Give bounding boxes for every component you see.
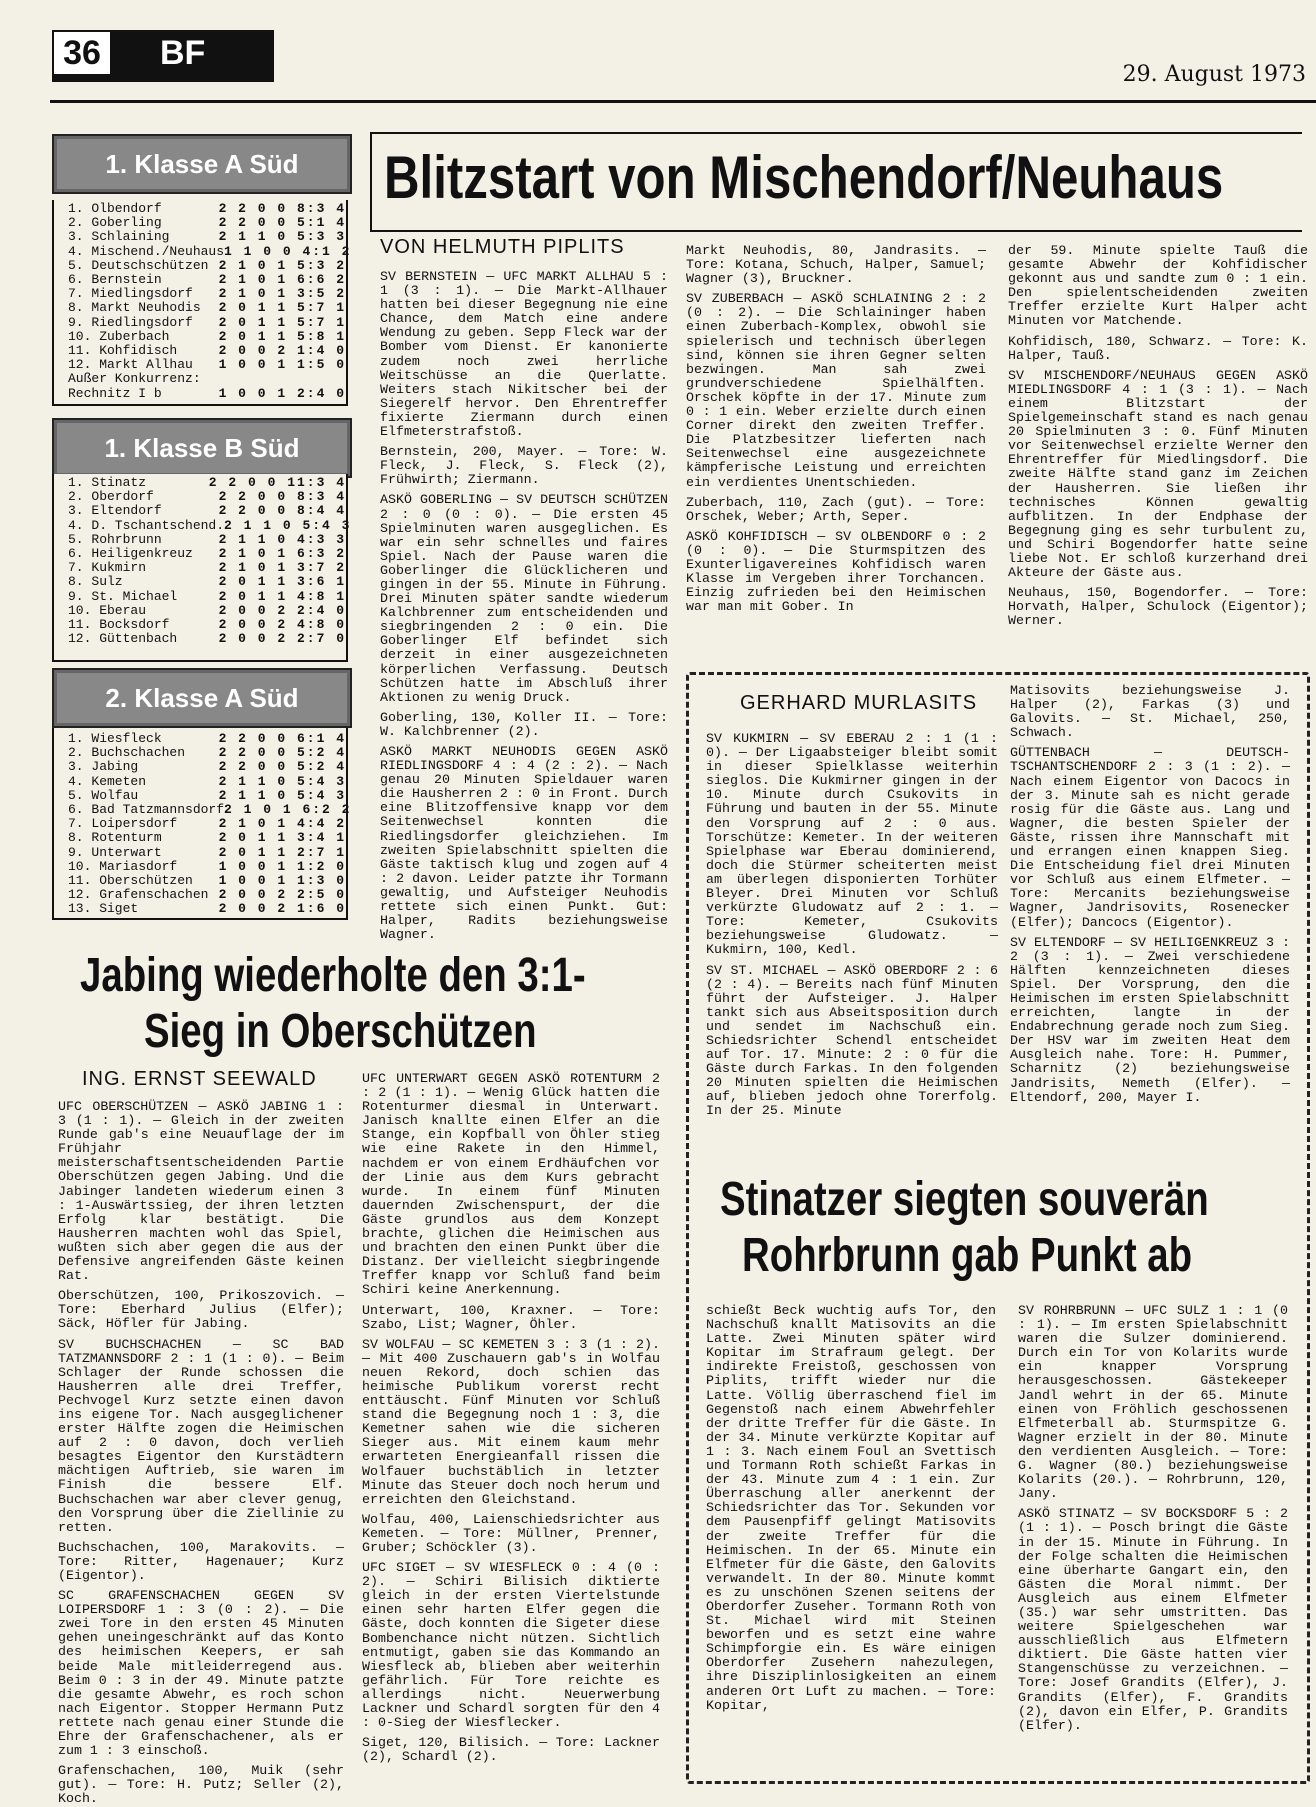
paragraph: Zuberbach, 110, Zach (gut). — Tore: Orschek, Weber; Arth, Seper. [686, 494, 986, 524]
team-name: 9. St. Michael [68, 588, 178, 604]
paragraph: der 59. Minute spielte Tauß die gesamte Abwehr der Kohfidischer gekonnt aus und sandte zum 0 : 1 ein. Den spielentscheidenden zweiten Treffer erzielte Kurt Halper acht Minuten vor Matchende. [1008, 243, 1308, 329]
team-name: 11. Oberschützen [68, 873, 193, 889]
headline-jabing-line1: Jabing wiederholte den 3:1- [80, 949, 586, 1002]
article-blitzstart-col1 [380, 270, 668, 960]
section-label: BF [160, 34, 206, 72]
header-rule [50, 100, 1316, 103]
team-record: 2 1 0 1 6:2 2 [224, 802, 352, 818]
team-record: 2 1 0 1 5:3 2 [218, 257, 346, 273]
table-row [68, 802, 352, 818]
table-title-1a-sued: 1. Klasse A Süd [52, 134, 352, 194]
table-row [68, 590, 346, 604]
team-name: 12. Markt Allhau [68, 357, 193, 373]
team-record: 2 0 0 2 2:7 0 [218, 631, 346, 647]
team-record: 2 2 0 0 8:3 4 [218, 201, 346, 216]
team-record: 2 0 0 2 1:4 0 [218, 343, 346, 359]
table-row [68, 330, 346, 344]
paragraph: ASKÖ GOBERLING — SV DEUTSCH SCHÜTZEN 2 : 0 (0 : 0). — Die ersten 45 Spielminuten waren ausgeglichen. Es war ein sehr schnelles und faires Spiel. Nach der Pause waren die Goberlinger die Glücklicheren und gingen in der 55. Minute in Führung. Drei Minuten später sandte wiederum Kalchbrenner zum entscheidenden und siegbringenden 2 : 0 ein. Die Goberlinger Elf befindet sich derzeit in einer ausgezeichneten körperlichen Verfassung. Deutsch Schützen hatte im Abschluß ihrer Aktionen zu wenig Druck. [380, 492, 668, 705]
paragraph: ASKÖ KOHFIDISCH — SV OLBENDORF 0 : 2 (0 : 0). — Die Sturmspitzen des Exunterligavereines Kohfidisch waren Klasse im Vergeben ihrer Torchancen. Einzig zufrieden bei den Heimischen war man mit Gober. In [686, 528, 986, 615]
team-name: 4. Mischend./Neuhaus [68, 243, 225, 259]
team-record: 2 1 1 0 5:4 3 [218, 787, 346, 803]
paragraph: Grafenschachen, 100, Muik (sehr gut). — Tore: H. Putz; Seller (2), Koch. [58, 1763, 344, 1807]
paragraph: Kohfidisch, 180, Schwarz. — Tore: K. Halper, Tauß. [1008, 333, 1308, 363]
team-record: 2 2 0 0 5:2 4 [218, 745, 346, 761]
article-murlasits-col2 [1010, 684, 1290, 1160]
paragraph: Siget, 120, Bilisich. — Tore: Lackner (2), Schardl (2). [362, 1735, 660, 1765]
table-row [68, 902, 346, 916]
team-record: 1 0 0 1 1:5 0 [218, 357, 346, 373]
article-stinatz-col1 [706, 1304, 996, 1768]
table-row [68, 760, 346, 774]
standings-table-2a-sued [52, 728, 352, 920]
team-record: 2 1 0 1 3:7 2 [218, 560, 346, 576]
team-name: 4. Kemeten [68, 773, 147, 789]
team-name: 1. Stinatz [68, 475, 147, 490]
table-row [68, 344, 346, 358]
paragraph: SV KUKMIRN — SV EBERAU 2 : 1 (1 : 0). — Der Ligaabsteiger bleibt somit in dieser Spielklasse weiterhin sieglos. Die Kukmirner gingen in der 10. Minute durch Csukovits in Führung und bauten in der 55. Minute den Vorsprung auf 2 : 0 aus. Torschütze: Kemeter. In der weiteren Spielphase war Eberau dominierend, doch die Stürmer scheiterten meist am überlegen disponierten Torhüter Bleyer. Drei Minuten vor Schluß verkürzte Gludowatz auf 2 : 1. — Tore: Kemeter, Csukovits beziehungsweise Gludowatz. — Kukmirn, 100, Kedl. [706, 731, 998, 958]
team-name: 12. Grafenschachen [68, 887, 209, 903]
team-record: 1 0 0 1 2:4 0 [218, 385, 346, 401]
paragraph: Buchschachen, 100, Marakovits. — Tore: Ritter, Hagenauer; Kurz (Eigentor). [58, 1539, 344, 1583]
table-row [68, 358, 346, 372]
team-name: 2. Goberling [68, 215, 162, 231]
issue-date: 29. August 1973 [1122, 62, 1306, 87]
paragraph: UFC SIGET — SV WIESFLECK 0 : 4 (0 : 2). — Schiri Bilisich diktierte gleich in der ersten Viertelstunde einen sehr harten Elfer gegen die Gäste, doch konnten die Sigeter diese Bombenchance nicht nützen. Sichtlich entmutigt, gaben sie das Kommando an Wiesfleck ab, blieben aber weiterhin gefährlich. Für Tore reichte es allerdings nicht. Neuerwerbung Lackner und Schardl sorgten für den 4 : 0-Sieg der Wiesflecker. [362, 1560, 660, 1731]
table-row [68, 259, 346, 273]
table-row [68, 846, 346, 860]
team-name: 5. Deutschschützen [68, 257, 209, 273]
table-row [68, 490, 346, 504]
team-name: 2. Oberdorf [68, 489, 154, 505]
page-number: 36 [54, 32, 110, 74]
table-row [68, 888, 346, 902]
table-row [68, 831, 346, 845]
paragraph: SV BUCHSCHACHEN — SC BAD TATZMANNSDORF 2 : 1 (1 : 0). — Beim Schlager der Runde schossen die Hausherren alle drei Treffer, Pechvogel Kurz setzte einen davon ins eigene Tor. Nach ausgeglichener erster Hälfte zogen die Heimischen auf 2 : 0 davon, doch verlieh besagtes Eigentor den Kurstädtern mächtigen Auftrieb, sie waren im Finish die bessere Elf. Buchschachen war aber clever genug, den Vorsprung über die Ziellinie zu retten. [58, 1336, 344, 1535]
team-record: 2 1 1 0 4:3 3 [218, 531, 346, 547]
table-row [68, 216, 346, 230]
team-record: 2 0 0 2 2:4 0 [218, 602, 346, 618]
table-row [68, 372, 346, 386]
paragraph: SV ELTENDORF — SV HEILIGENKREUZ 3 : 2 (3 : 1). — Zwei verschiedene Hälften kennzeichneten dieses Spiel. Der Vorsprung, den die Heimischen im ersten Spielabschnitt erreichten, langte in der Endabrechnung gerade noch zum Sieg. Der HSV war im zweiten Heat dem Ausgleich nahe. Tore: H. Pummer, Scharnitz (2) beziehungsweise Jandrisits, Nemeth (Elfer). — Eltendorf, 200, Mayer I. [1010, 934, 1290, 1105]
team-name: 8. Sulz [68, 574, 123, 590]
team-name: 7. Kukmirn [68, 560, 147, 576]
table-row [68, 604, 346, 618]
team-record: 1 1 0 0 4:1 2 [224, 243, 352, 259]
table-row [68, 575, 346, 589]
team-name: 10. Eberau [68, 602, 147, 618]
team-record: 2 2 0 0 8:4 4 [218, 503, 346, 519]
paragraph: UFC OBERSCHÜTZEN — ASKÖ JABING 1 : 3 (1 : 1). — Gleich in der zweiten Runde gab's eine Neuauflage der im Frühjahr meisterschaftsentscheidenden Partie Oberschützen gegen Jabing. Und die Jabinger landeten wiederum einen 3 : 1-Auswärtssieg, der ihren letzten Erfolg klar bestätigt. Die Hausherren machten wohl das Spiel, wußten sich aber gegen die aus der Defensive angreifenden Gäste keinen Rat. [58, 1099, 344, 1284]
standings-table-1b-sued [52, 474, 352, 662]
headline-stinatz-line1: Stinatzer siegten souverän [720, 1173, 1209, 1226]
team-name: 5. Wolfau [68, 787, 139, 803]
table-row [68, 243, 352, 259]
team-name: 6. Heiligenkreuz [68, 546, 193, 562]
team-name: 9. Riedlingsdorf [68, 314, 193, 330]
table-row [68, 775, 346, 789]
byline-murlasits: GERHARD MURLASITS [740, 692, 978, 714]
table-row [68, 618, 346, 632]
team-name: 7. Loipersdorf [68, 816, 178, 832]
team-record: 2 2 0 0 8:3 4 [218, 489, 346, 505]
standings-table-1a-sued [52, 200, 352, 406]
byline-piplits: VON HELMUTH PIPLITS [380, 236, 625, 258]
team-record: 2 2 0 0 11:3 4 [208, 475, 346, 490]
team-name: 4. D. Tschantschend. [68, 517, 225, 533]
table-row [68, 287, 346, 301]
team-name: 8. Markt Neuhodis [68, 300, 201, 316]
team-record: 2 0 1 1 2:7 1 [218, 844, 346, 860]
table-row [68, 746, 346, 760]
table-row [68, 517, 352, 533]
paragraph: SC GRAFENSCHACHEN GEGEN SV LOIPERSDORF 1 : 3 (0 : 2). — Die zwei Tore in den ersten 45 Minuten gehen uneingeschränkt auf das Konto des heimischen Keepers, er sah beide Male mitleiderregend aus. Beim 0 : 3 in der 49. Minute patzte die gesamte Abwehr, es roch schon nach Eigentor. Stopper Hermann Putz rettete nach genau einer Stunde die Ehre der Grafenschachener, als er zum 1 : 3 einschoß. [58, 1588, 344, 1759]
team-name: 11. Bocksdorf [68, 617, 170, 633]
team-name: 3. Schlaining [68, 229, 170, 245]
headline-blitzstart: Blitzstart von Mischendorf/Neuhaus [384, 144, 1224, 211]
team-name: 3. Jabing [68, 759, 139, 775]
team-name: 5. Rohrbrunn [68, 531, 162, 547]
table-title-2a-sued: 2. Klasse A Süd [52, 668, 352, 728]
table-row [68, 533, 346, 547]
team-name: 13. Siget [68, 901, 139, 917]
paragraph: Matisovits beziehungsweise J. Halper (2), Farkas (3) und Galovits. — St. Michael, 250, Schwach. [1010, 683, 1290, 741]
article-jabing-col1 [58, 1099, 344, 1807]
paragraph: ASKÖ MARKT NEUHODIS GEGEN ASKÖ RIEDLINGSDORF 4 : 4 (2 : 2). — Nach genau 20 Minuten Spieldauer waren die Hausherren 2 : 0 in Front. Durch eine Blitzoffensive knapp vor dem Seitenwechsel konnten die Riedlingsdorfer gleichziehen. Im zweiten Spielabschnitt spielten die Gäste taktisch klug und zogen auf 4 : 2 davon. Leider patzte ihr Tormann gewaltig, und Aufsteiger Neuhodis rettete sich einen Punkt. Gut: Halper, Radits beziehungsweise Wagner. [380, 744, 668, 943]
table-row [68, 476, 346, 490]
team-name: 2. Buchschachen [68, 745, 186, 761]
team-name: 11. Kohfidisch [68, 343, 178, 359]
paragraph: Oberschützen, 100, Prikoszovich. — Tore: Eberhard Julius (Elfer); Säck, Höfler für Jabing. [58, 1288, 344, 1332]
paragraph: Goberling, 130, Koller II. — Tore: W. Kalchbrenner (2). [380, 709, 668, 739]
table-row [68, 273, 346, 287]
headline-jabing-line2: Sieg in Oberschützen [144, 1005, 537, 1058]
team-record: 2 0 1 1 5:8 1 [218, 328, 346, 344]
paragraph: Unterwart, 100, Kraxner. — Tore: Szabo, List; Wagner, Öhler. [362, 1302, 660, 1332]
table-row [68, 316, 346, 330]
team-name: 6. Bernstein [68, 272, 162, 288]
team-name: 1. Wiesfleck [68, 731, 162, 746]
paragraph: Wolfau, 400, Laienschiedsrichter aus Kemeten. — Tore: Müllner, Prenner, Gruber; Schöckler (3). [362, 1511, 660, 1555]
paragraph: SV BERNSTEIN — UFC MARKT ALLHAU 5 : 1 (3 : 1). — Die Markt-Allhauer hatten bei dieser Begegnung nie eine Chance, dem Match eine andere Wendung zu geben. Sepp Fleck war der Bomber vom Dienst. Er kanonierte zudem noch zwei herrliche Weitschüsse an die Querlatte. Weiters stach Nikitscher bei der Siegerelf hervor. Den Ehrentreffer fixierte Ziermann durch einen Elfmeterstrafstoß. [380, 269, 668, 440]
article-stinatz-col2 [1018, 1304, 1288, 1768]
table-row [68, 547, 346, 561]
team-name: 10. Zuberbach [68, 328, 170, 344]
team-record: 2 2 0 0 6:1 4 [218, 731, 346, 746]
team-record: 2 1 0 1 6:3 2 [218, 546, 346, 562]
byline-seewald: ING. ERNST SEEWALD [82, 1068, 317, 1090]
table-title-1b-sued: 1. Klasse B Süd [52, 418, 352, 478]
team-record: 2 0 1 1 4:8 1 [218, 588, 346, 604]
team-name: 6. Bad Tatzmannsdorf [68, 802, 225, 818]
paragraph: Neuhaus, 150, Bogendorfer. — Tore: Horvath, Halper, Schulock (Eigentor); Werner. [1008, 585, 1308, 629]
team-record: 2 1 1 0 5:4 3 [218, 773, 346, 789]
team-record: 2 0 1 1 3:6 1 [218, 574, 346, 590]
article-jabing-col2 [362, 1072, 660, 1772]
team-record: 2 1 1 0 5:3 3 [218, 229, 346, 245]
paragraph: GÜTTENBACH — DEUTSCH-TSCHANTSCHENDORF 2 : 3 (1 : 2). — Nach einem Eigentor von Dacocs in der 3. Minute sah es nicht gerade rosig für die Gäste aus. Lang und Wagner, die besten Spieler der Gäste, rissen ihre Mannschaft mit und errangen einen knappen Sieg. Die Entscheidung fiel drei Minuten vor Schluß aus einem Elfmeter. — Tore: Mercanits beziehungsweise Wagner, Jandrisovits, Rosenecker (Elfer); Dancocs (Eigentor). [1010, 745, 1290, 930]
team-name: Außer Konkurrenz: [68, 371, 201, 387]
paragraph: ASKÖ STINATZ — SV BOCKSDORF 5 : 2 (1 : 1). — Posch bringt die Gäste in der 15. Minute in Führung. In der Folge schalten die Heimischen eine überharte Gangart ein, den Gästen die Moral nimmt. Der Ausgleich aus einem Elfmeter (35.) war sehr umstritten. Das weitere Spielgeschehen war ausschließlich aus Elfmetern diktiert. Die Gäste hatten vier Stangenschüsse zu verzeichnen. — Tore: Josef Grandits (Elfer), J. Grandits (Elfer), F. Grandits (2), davon ein Elfer, P. Grandits (Elfer). [1018, 1506, 1288, 1733]
team-record: 2 0 0 2 2:5 0 [218, 887, 346, 903]
paragraph: Markt Neuhodis, 80, Jandrasits. — Tore: Kotana, Schuch, Halper, Samuel; Wagner (3), Bruckner. [686, 243, 986, 287]
team-record: 2 0 1 1 5:7 1 [218, 314, 346, 330]
table-row [68, 504, 346, 518]
team-name: Rechnitz I b [68, 385, 162, 401]
table-row [68, 860, 346, 874]
team-name: 10. Mariasdorf [68, 858, 178, 874]
paragraph: SV ROHRBRUNN — UFC SULZ 1 : 1 (0 : 1). — Im ersten Spielabschnitt waren die Sulzer dominierend. Durch ein Tor von Kolarits wurde ein knapper Vorsprung herausgeschossen. Gästekeeper Jandl wehrt in der 65. Minute einen von Fröhlich geschossenen Elfmeterball ab. Sturmspitze G. Wagner erzielt in der 80. Minute den verdienten Ausgleich. — Tore: G. Wagner (80.) beziehungsweise Kolarits (20.). — Rohrbrunn, 120, Jany. [1018, 1303, 1288, 1502]
table-row [68, 561, 346, 575]
team-name: 7. Miedlingsdorf [68, 286, 193, 302]
team-name: 3. Eltendorf [68, 503, 162, 519]
team-record: 2 0 1 1 3:4 1 [218, 830, 346, 846]
team-record: 2 1 0 1 4:4 2 [218, 816, 346, 832]
paragraph: UFC UNTERWART GEGEN ASKÖ ROTENTURM 2 : 2 (1 : 1). — Wenig Glück hatten die Rotenturmer diesmal in Unterwart. Janisch knallte einen Elfer an die Stange, ein Kopfball von Öhler stieg wie eine Rakete in den Himmel, nachdem er von einem Erdhäufchen vor der Linie aus dem Kurs gebracht wurde. In einem fünf Minuten dauernden Zwischenspurt, der die Gäste grundlos aus dem Konzept brachte, glichen die Heimischen aus und brachten den einen Punkt über die Distanz. Der vielleicht siegbringende Treffer knapp vor Schluß fand beim Schiri keine Anerkennung. [362, 1071, 660, 1298]
team-record: 2 1 0 1 6:6 2 [218, 272, 346, 288]
table-row [68, 817, 346, 831]
table-row [68, 202, 346, 216]
article-murlasits-col1 [706, 732, 998, 1160]
table-row [68, 230, 346, 244]
team-record: 2 0 0 2 4:8 0 [218, 617, 346, 633]
team-name: 9. Unterwart [68, 844, 162, 860]
article-blitzstart-col3 [1008, 244, 1308, 644]
paragraph: schießt Beck wuchtig aufs Tor, den Nachschuß knallt Matisovits an die Latte. Zwei Minuten später wird Kopitar im Strafraum gelegt. Der indirekte Freistoß, geschossen von Piplits, trifft wieder nur die Latte. Völlig überraschend fiel im Gegenstoß nach einem Abwehrfehler der dritte Treffer für die Gäste. In der 34. Minute verkürzte Kopitar auf 1 : 3. Nach einem Foul an Svettisch und Tormann Roth schießt Farkas in der 43. Minute zum 4 : 1 ein. Zur Überraschung aller anerkennt der Schiedsrichter das Tor. Sekunden vor dem Pausenpfiff gelingt Matisovits der zweite Treffer für die Heimischen. In der 65. Minute ein Elfmeter für die Gäste, den Galovits verwandelt. In der 80. Minute kommt es zu unschönen Szenen seitens der Oberdorfer Zuseher. Tormann Roth von St. Michael wird mit Steinen beworfen und es setzt eine wahre Schimpforgie ein. Es wäre einigen Oberdorfer Zusehern nahezulegen, ihre Disziplinlosigkeiten an einem anderen Ort Luft zu machen. — Tore: Kopitar, [706, 1303, 996, 1713]
team-record: 1 0 0 1 1:2 0 [218, 858, 346, 874]
headline-stinatz-line2: Rohrbrunn gab Punkt ab [742, 1229, 1193, 1282]
article-blitzstart-col2 [686, 244, 986, 644]
table-row [68, 387, 346, 401]
table-row [68, 301, 346, 315]
paragraph: Bernstein, 200, Mayer. — Tore: W. Fleck, J. Fleck, S. Fleck (2), Frühwirth; Ziermann. [380, 444, 668, 488]
team-name: 1. Olbendorf [68, 201, 162, 216]
team-record: 2 0 0 2 1:6 0 [218, 901, 346, 917]
table-row [68, 789, 346, 803]
paragraph: SV WOLFAU — SC KEMETEN 3 : 3 (1 : 2). — Mit 400 Zuschauern gab's in Wolfau neuen Rekord, doch schien das heimische Publikum vorerst recht enttäuscht. Fünf Minuten vor Schluß stand die Begegnung noch 1 : 3, die Kemetner sahen wie die sicheren Sieger aus. Mit einem kaum mehr erwarteten Energieanfall rissen die Wolfauer buchstäblich in letzter Minute das Steuer doch noch herum und erreichten den Gleichstand. [362, 1336, 660, 1507]
paragraph: SV MISCHENDORF/NEUHAUS GEGEN ASKÖ MIEDLINGSDORF 4 : 1 (3 : 1). — Nach einem Blitzstart der Spielgemeinschaft stand es nach genau 20 Spielminuten 3 : 0. Fünf Minuten vor Seitenwechsel erzielte Werner den Ehrentreffer für Miedlingsdorf. Die zweite Hälfte stand ganz im Zeichen der Hausherren. Sie ließen ihr technisches Können gewaltig aufblitzen. In der Endphase der Begegnung ging es sehr turbulent zu, und Schiri Bogendorfer hatte seine liebe Not. Er schloß kurzerhand drei Akteure der Gäste aus. [1008, 367, 1308, 581]
team-record: 2 2 0 0 5:1 4 [218, 215, 346, 231]
table-row [68, 632, 346, 646]
team-record: 2 1 0 1 3:5 2 [218, 286, 346, 302]
paragraph: SV ST. MICHAEL — ASKÖ OBERDORF 2 : 6 (2 : 4). — Bereits nach fünf Minuten führt der Aufsteiger. J. Halper tankt sich aus Abseitsposition durch und sendet im Nachschuß ein. Schiedsrichter Schendl entscheidet auf Tor. 17. Minute: 2 : 0 für die Gäste durch Farkas. In den folgenden 20 Minuten spielten die Heimischen auf, blieben jedoch ohne Torerfolg. In der 25. Minute [706, 962, 998, 1119]
team-record: 2 1 1 0 5:4 3 [224, 517, 352, 533]
team-record: 2 2 0 0 5:2 4 [218, 759, 346, 775]
table-row [68, 874, 346, 888]
team-name: 12. Güttenbach [68, 631, 178, 647]
team-name: 8. Rotenturm [68, 830, 162, 846]
paragraph: SV ZUBERBACH — ASKÖ SCHLAINING 2 : 2 (0 : 2). — Die Schlaininger haben einen Zuberbach-Komplex, obwohl sie spielerisch und technisch überlegen sind, können sie ihren Gegner selten bezwingen. Man sah zwei grundverschiedene Spielhälften. Orschek köpfte in der 17. Minute zum 0 : 1 ein. Weber erzielte durch einen Corner direkt den zweiten Treffer. Die Platzbesitzer lieferten nach Seitenwechsel eine ausgezeichnete kämpferische Leistung und erreichten ein verdientes Unentschieden. [686, 291, 986, 490]
table-row [68, 732, 346, 746]
team-record: 2 0 1 1 5:7 1 [218, 300, 346, 316]
team-record: 1 0 0 1 1:3 0 [218, 873, 346, 889]
